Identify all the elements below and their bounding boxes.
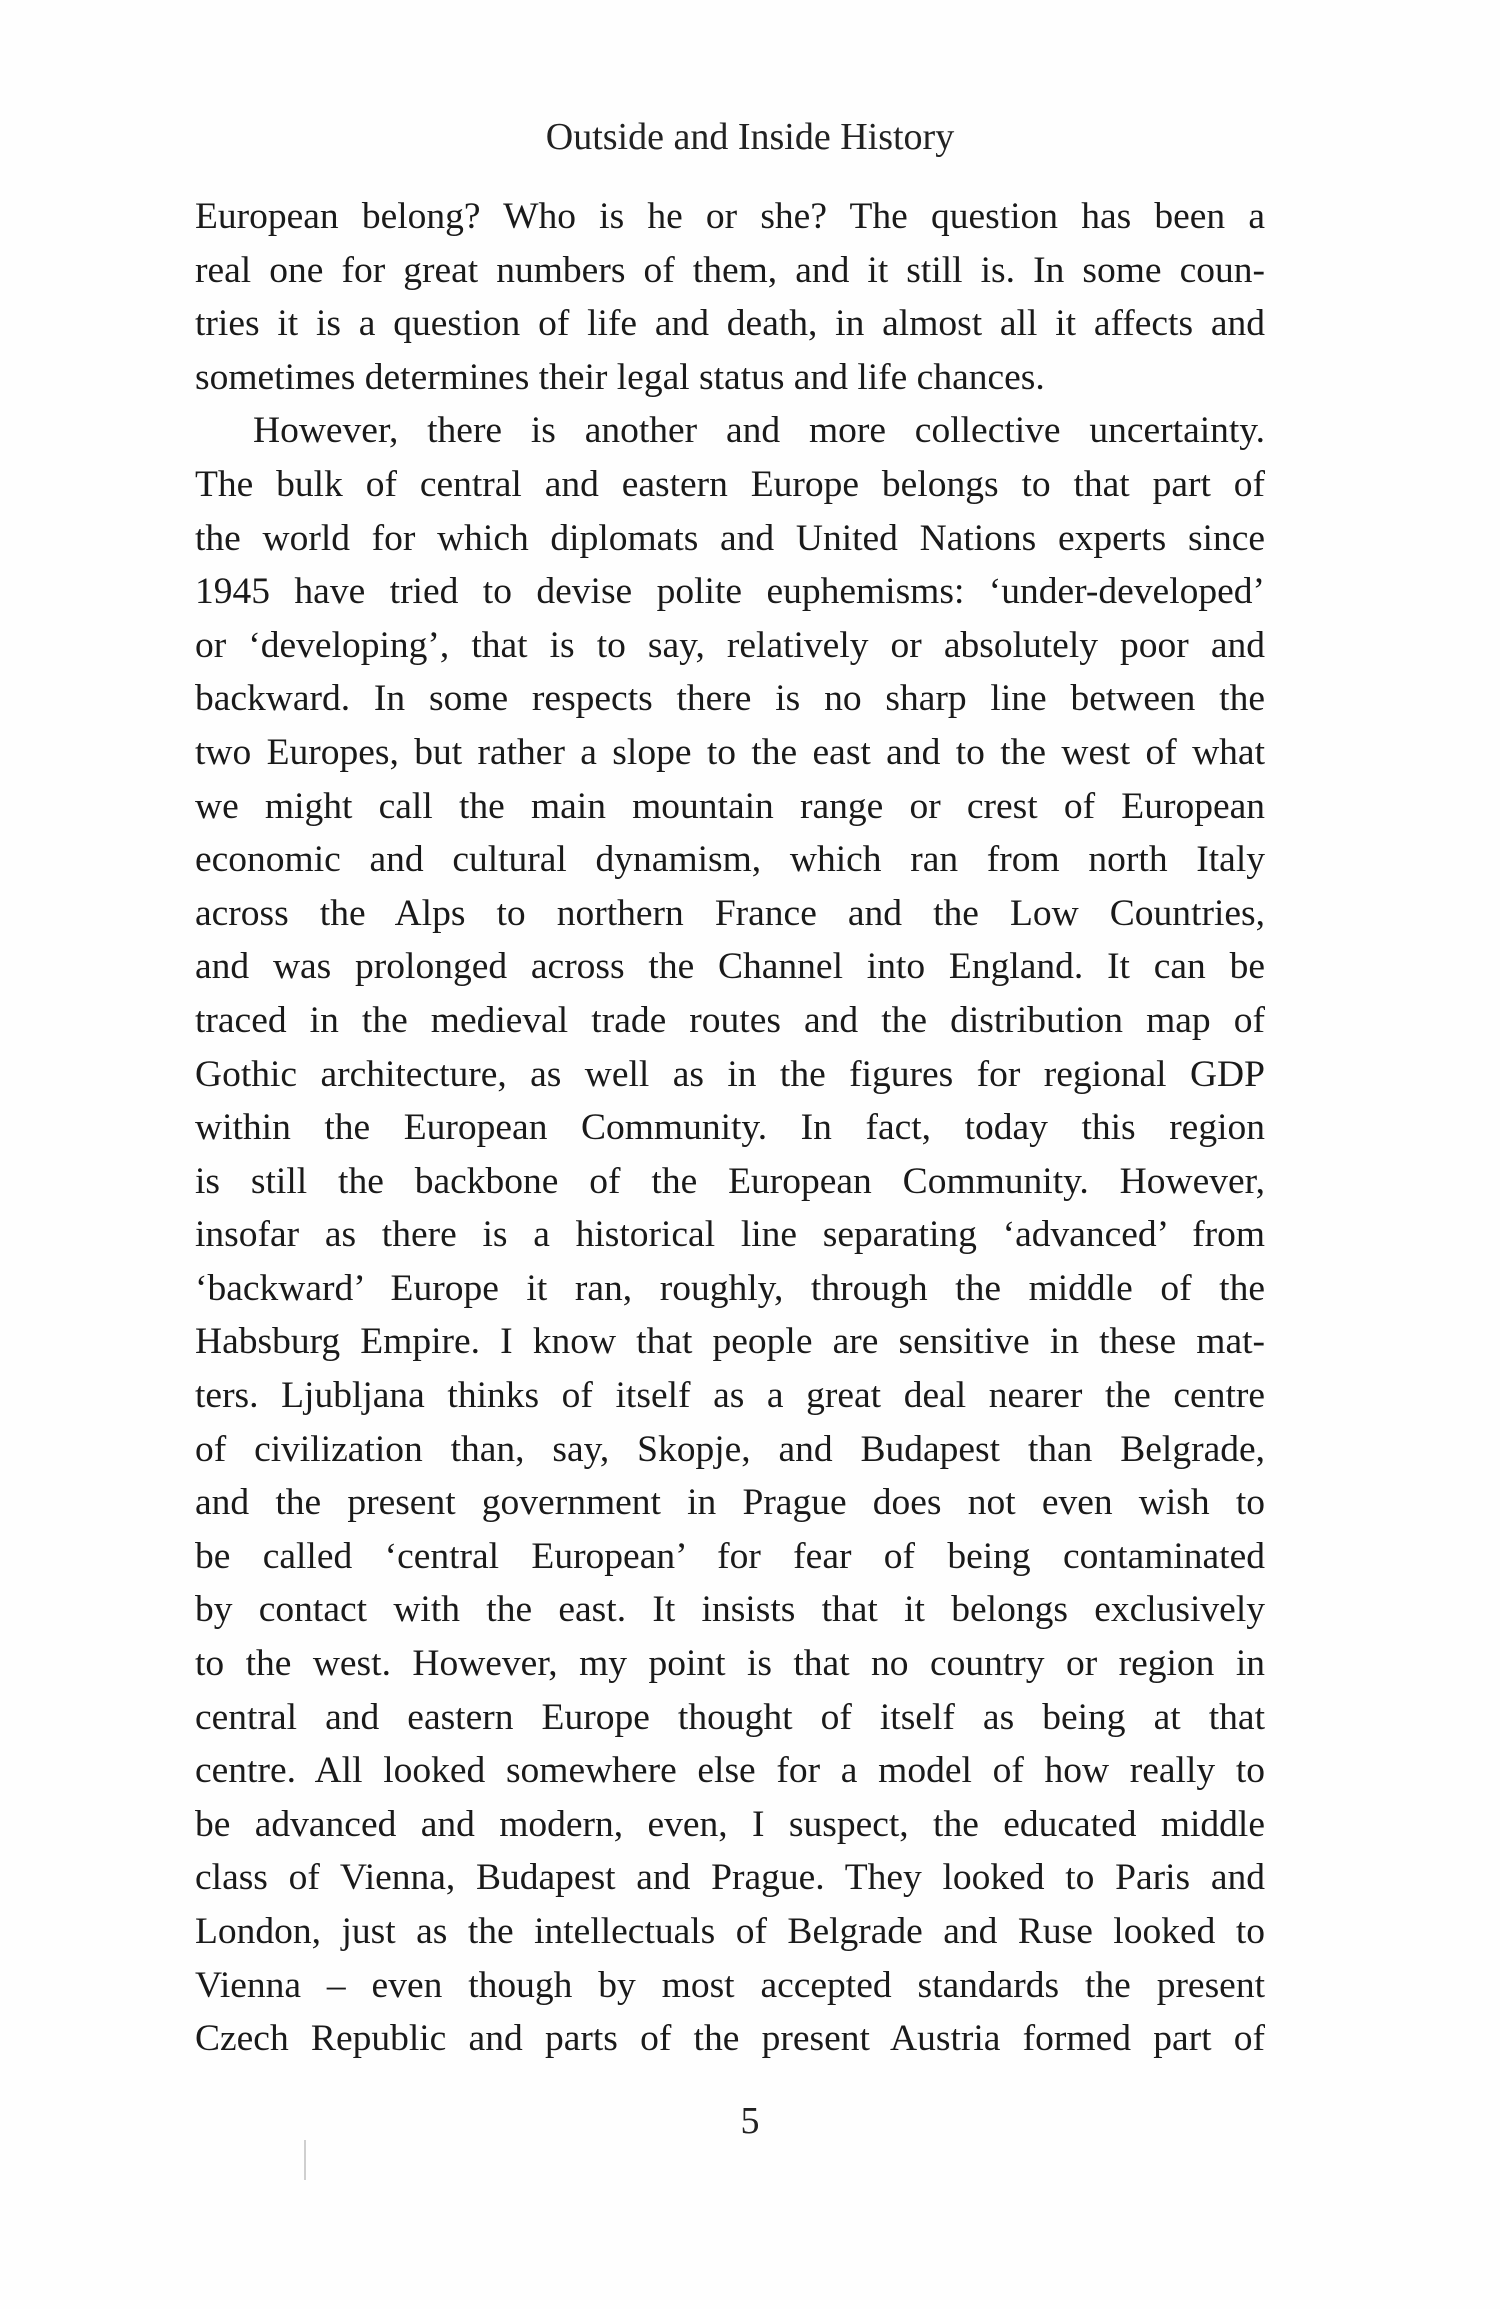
text-line: centre. All looked somewhere else for a model of how really to (195, 1750, 1265, 1792)
text-line: ‘backward’ Europe it ran, roughly, through the middle of the (195, 1267, 1265, 1309)
page-number: 5 (740, 2100, 760, 2142)
text-line: European belong? Who is he or she? The question has been a (195, 196, 1265, 237)
text-line: by contact with the east. It insists that it belongs exclusively (195, 1589, 1265, 1631)
text-line: Czech Republic and parts of the present Austria formed part of (195, 2018, 1265, 2060)
text-line: London, just as the intellectuals of Belgrade and Ruse looked to (195, 1911, 1265, 1952)
paragraph (195, 404, 1265, 2065)
text-line: backward. In some respects there is no sharp line between the (195, 678, 1265, 720)
text-line: central and eastern Europe thought of itself as being at that (195, 1696, 1265, 1738)
body-text (195, 190, 1265, 2066)
text-line: 1945 have tried to devise polite euphemisms: ‘under-developed’ (195, 571, 1265, 613)
text-line: or ‘developing’, that is to say, relatively or absolutely poor and (195, 624, 1265, 666)
text-line: Habsburg Empire. I know that people are sensitive in these mat- (195, 1321, 1265, 1363)
text-line: and the present government in Prague does not even wish to (195, 1482, 1265, 1524)
text-line: However, there is another and more collective uncertainty. (253, 410, 1265, 452)
text-line: be advanced and modern, even, I suspect, the educated middle (195, 1803, 1265, 1845)
text-line: two Europes, but rather a slope to the east and to the west of what (195, 731, 1265, 773)
text-line: of civilization than, say, Skopje, and Budapest than Belgrade, (195, 1428, 1265, 1470)
text-line: insofar as there is a historical line separating ‘advanced’ from (195, 1214, 1265, 1256)
text-line: the world for which diplomats and United Nations experts since (195, 517, 1265, 559)
text-line: traced in the medieval trade routes and the distribution map of (195, 999, 1265, 1041)
text-line: across the Alps to northern France and the Low Countries, (195, 892, 1265, 934)
running-header: Outside and Inside History (545, 116, 955, 158)
text-line: is still the backbone of the European Community. However, (195, 1160, 1265, 1202)
text-line: real one for great numbers of them, and it still is. In some coun- (195, 249, 1265, 291)
text-line: The bulk of central and eastern Europe belongs to that part of (195, 463, 1265, 505)
text-line: Gothic architecture, as well as in the figures for regional GDP (195, 1053, 1265, 1095)
text-line: sometimes determines their legal status and life chances. (195, 356, 1045, 398)
text-line: Vienna – even though by most accepted standards the present (195, 1964, 1265, 2006)
text-line: and was prolonged across the Channel into England. It can be (195, 946, 1265, 988)
paragraph (195, 190, 1265, 404)
text-line: be called ‘central European’ for fear of being contaminated (195, 1535, 1265, 1577)
text-line: tries it is a question of life and death, in almost all it affects and (195, 303, 1265, 345)
text-line: economic and cultural dynamism, which ran from north Italy (195, 839, 1265, 881)
text-line: to the west. However, my point is that no country or region in (195, 1643, 1265, 1685)
text-line: class of Vienna, Budapest and Prague. They looked to Paris and (195, 1857, 1265, 1899)
scan-artifact (304, 2140, 306, 2180)
text-line: we might call the main mountain range or crest of European (195, 785, 1265, 827)
text-line: within the European Community. In fact, today this region (195, 1107, 1265, 1149)
text-line: ters. Ljubljana thinks of itself as a great deal nearer the centre (195, 1375, 1265, 1417)
